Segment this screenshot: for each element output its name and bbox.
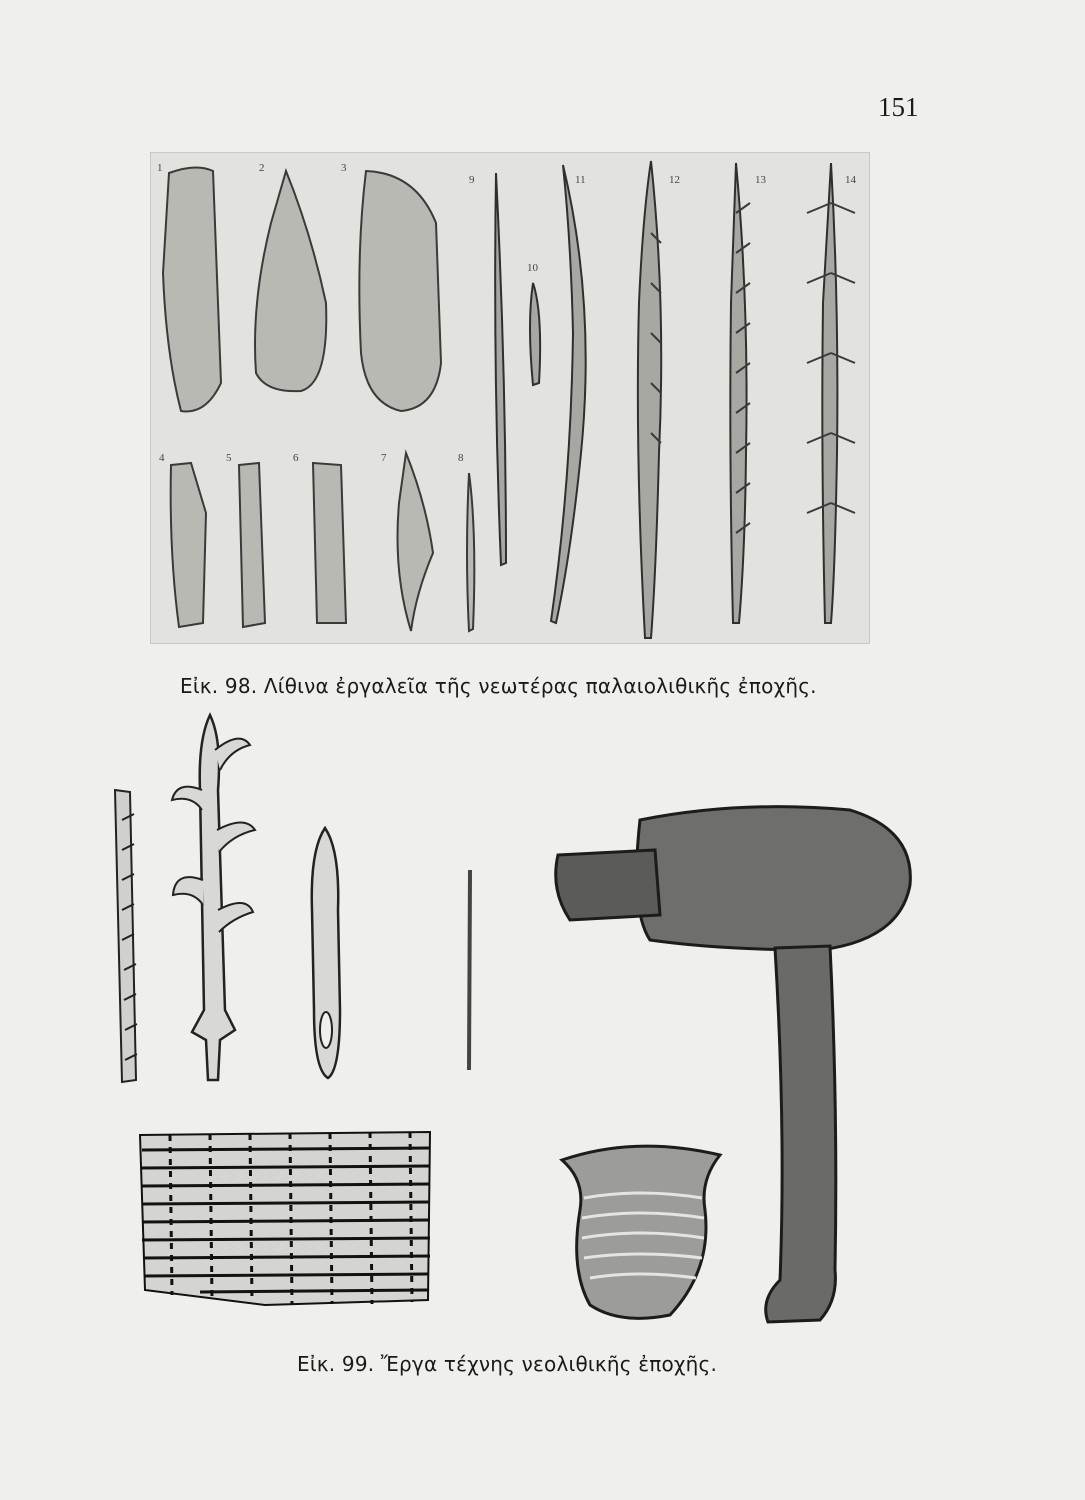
figure-99-caption: Εἰκ. 99. Ἔργα τέχνης νεολιθικῆς ἐποχῆς.	[297, 1352, 718, 1376]
item-number: 10	[527, 262, 538, 274]
tool-4-blade	[171, 463, 206, 627]
tool-14-harpoon	[822, 163, 837, 623]
tool-2-point	[255, 171, 326, 391]
tool-5-saw	[239, 463, 265, 627]
item-number: 4	[159, 452, 165, 464]
tool-9-needle	[495, 173, 506, 565]
tool-6-blade	[313, 463, 346, 623]
tool-8-awl	[467, 473, 474, 631]
item-number: 9	[469, 174, 475, 186]
item-number: 12	[669, 174, 680, 186]
item-number: 2	[259, 162, 265, 174]
tool-12-point	[638, 161, 661, 638]
item-number: 6	[293, 452, 299, 464]
axe-handle	[766, 946, 836, 1322]
figure-98-illustration	[150, 152, 870, 644]
figure-98-caption: Εἰκ. 98. Λίθινα ἐργαλεῖα τῆς νεωτέρας παλαιολιθικῆς ἐποχῆς.	[180, 674, 817, 698]
item-number: 1	[157, 162, 163, 174]
item-number: 8	[458, 452, 464, 464]
tool-11-spear	[551, 165, 586, 623]
bone-needle	[467, 870, 472, 1070]
item-number: 11	[575, 174, 586, 186]
figure-99-illustration	[100, 710, 940, 1340]
item-number: 5	[226, 452, 232, 464]
page-number: 151	[878, 92, 919, 122]
item-number: 3	[341, 162, 347, 174]
woven-textile	[140, 1132, 430, 1305]
item-number: 13	[755, 174, 766, 186]
tool-1-blade	[163, 167, 221, 411]
tool-3-scraper	[359, 171, 441, 411]
stone-axe-head	[637, 807, 911, 950]
tool-13-harpoon	[730, 163, 746, 623]
item-number: 7	[381, 452, 387, 464]
serrated-rod	[115, 790, 136, 1082]
item-number: 14	[845, 174, 856, 186]
tool-10-bone-point	[530, 283, 540, 385]
tool-7-leaf-point	[398, 453, 434, 631]
